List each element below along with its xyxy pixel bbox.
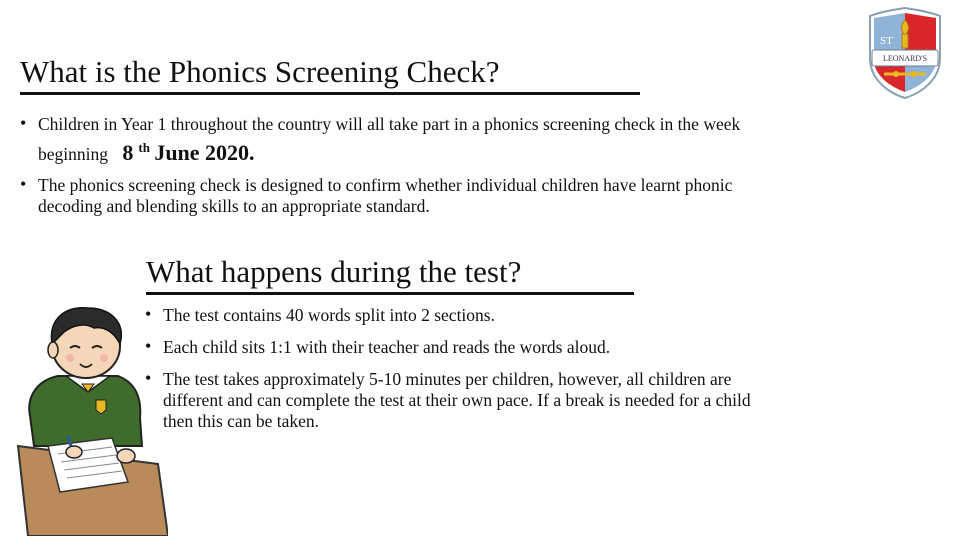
bullet-test-teacher — [145, 336, 863, 358]
bullet-icon: • — [20, 174, 27, 194]
bullet-icon: • — [145, 336, 152, 356]
bullet-test-words — [145, 304, 863, 326]
date-day: 8 — [122, 140, 134, 165]
bullet-check-week — [20, 113, 858, 165]
bullet-line: Children in Year 1 throughout the country will all take part in a phonics screening check in the week — [38, 114, 741, 134]
bullet-prefix: beginning — [38, 144, 108, 164]
bullet-line: The test takes approximately 5-10 minutes per children, however, all children are — [163, 369, 732, 389]
crest-text-top: ST — [880, 35, 893, 47]
page-title: What is the Phonics Screening Check? — [20, 52, 640, 95]
bullet-line — [38, 137, 858, 165]
bullet-line: The phonics screening check is designed to confirm whether individual children have learnt phonic — [38, 175, 733, 195]
bullet-icon: • — [145, 304, 152, 324]
bullet-icon: • — [20, 113, 27, 133]
bullet-line: decoding and blending skills to an appropriate standard. — [38, 196, 430, 216]
boy-writing-illustration — [8, 296, 168, 536]
date-rest: June 2020. — [154, 140, 255, 165]
bullet-check-purpose — [20, 174, 858, 217]
bullet-line: then this can be taken. — [163, 411, 319, 431]
bullet-test-duration — [145, 368, 863, 432]
bullet-line: The test contains 40 words split into 2 sections. — [163, 305, 495, 325]
bullet-icon: • — [145, 368, 152, 388]
section-title: What happens during the test? — [146, 252, 634, 295]
bullet-line: Each child sits 1:1 with their teacher and reads the words aloud. — [163, 337, 611, 357]
bullet-line: different and can complete the test at their own pace. If a break is needed for a child — [163, 390, 751, 410]
crest-text-bottom: LEONARD'S — [882, 54, 928, 63]
school-crest-logo — [866, 6, 944, 100]
date-suffix: th — [138, 140, 150, 155]
